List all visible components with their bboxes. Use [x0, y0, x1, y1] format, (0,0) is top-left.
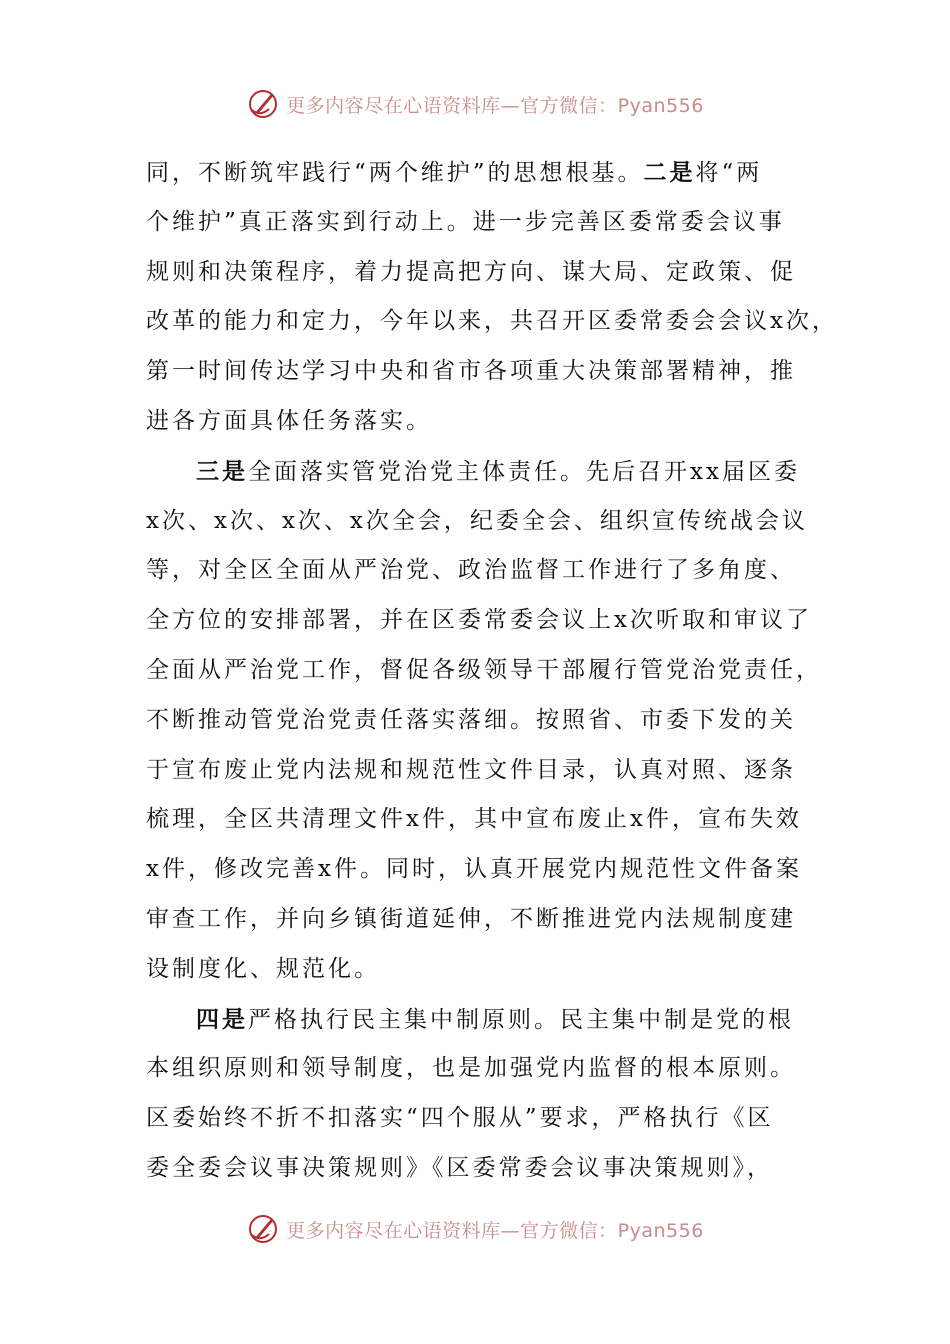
text-segment: 个维护”真正落实到行动上。进一步完善区委常委会议事 — [146, 208, 785, 235]
text-segment: 规则和决策程序，着力提高把方向、谋大局、定政策、促 — [146, 258, 796, 285]
text-line — [146, 1094, 822, 1144]
text-segment: 本组织原则和领导制度，也是加强党内监督的根本原则。 — [146, 1055, 796, 1082]
text-line — [146, 148, 822, 198]
document-body — [146, 148, 838, 1194]
watermark-text: 更多内容尽在心语资料库—官方微信：Pyan556 — [286, 94, 704, 117]
paragraph — [146, 447, 822, 995]
text-segment: x次、x次、x次、x次全会，纪委全会、组织宣传统战会议 — [146, 507, 808, 534]
text-line — [146, 248, 822, 298]
text-line — [146, 845, 822, 895]
text-line — [146, 596, 822, 646]
text-segment: 区委始终不折不扣落实“四个服从”要求，严格执行《区 — [146, 1105, 774, 1132]
text-segment: 审查工作，并向乡镇街道延伸，不断推进党内法规制度建 — [146, 905, 796, 932]
text-segment: 梳理，全区共清理文件x件，其中宣布废止x件，宣布失效 — [146, 806, 802, 833]
text-segment: 等，对全区全面从严治党、政治监督工作进行了多角度、 — [146, 557, 796, 584]
text-segment: 将“两 — [695, 160, 763, 186]
quill-pen-icon — [246, 1212, 280, 1246]
text-line — [146, 696, 822, 746]
text-line — [146, 297, 838, 347]
bold-lead: 四是 — [196, 1005, 248, 1033]
paragraph — [146, 995, 822, 1194]
text-line — [146, 1044, 822, 1094]
text-segment: 全方位的安排部署，并在区委常委会议上x次听取和审议了 — [146, 607, 812, 634]
text-line — [146, 1144, 822, 1194]
paragraph — [146, 148, 838, 447]
text-segment: 严格执行民主集中制原则。民主集中制是党的根 — [248, 1006, 794, 1033]
quill-pen-icon — [246, 87, 280, 121]
text-line — [146, 347, 822, 397]
text-segment: 委全委会议事决策规则》《区委常委会议事决策规则》， — [146, 1154, 773, 1181]
text-line — [146, 546, 822, 596]
text-line — [146, 746, 822, 796]
text-segment: 改革的能力和定力，今年以来，共召开区委常委会会议x次， — [146, 308, 838, 335]
text-segment: 于宣布废止党内法规和规范性文件目录，认真对照、逐条 — [146, 756, 796, 783]
text-line — [146, 646, 822, 696]
text-line — [146, 397, 822, 447]
text-line — [146, 895, 822, 945]
text-segment: 不断推动管党治党责任落实落细。按照省、市委下发的关 — [146, 706, 796, 733]
text-line — [146, 447, 822, 497]
text-line — [146, 497, 822, 547]
text-segment: x件，修改完善x件。同时，认真开展党内规范性文件备案 — [146, 856, 802, 883]
text-segment: 全面从严治党工作，督促各级领导干部履行管党治党责任， — [146, 656, 822, 683]
footer-watermark — [0, 1209, 950, 1249]
header-watermark — [0, 84, 950, 124]
text-line — [146, 795, 822, 845]
text-line — [146, 945, 822, 995]
text-segment: 同，不断筑牢践行“两个维护”的思想根基。 — [146, 160, 644, 186]
watermark-text: 更多内容尽在心语资料库—官方微信：Pyan556 — [286, 1219, 704, 1242]
bold-lead: 三是 — [196, 457, 248, 485]
text-segment: 设制度化、规范化。 — [146, 955, 380, 982]
text-line — [146, 995, 822, 1045]
text-line — [146, 198, 822, 248]
text-segment: 进各方面具体任务落实。 — [146, 407, 432, 434]
text-segment: 全面落实管党治党主体责任。先后召开xx届区委 — [248, 458, 800, 485]
bold-lead: 二是 — [643, 159, 696, 186]
text-segment: 第一时间传达学习中央和省市各项重大决策部署精神，推 — [146, 358, 796, 385]
